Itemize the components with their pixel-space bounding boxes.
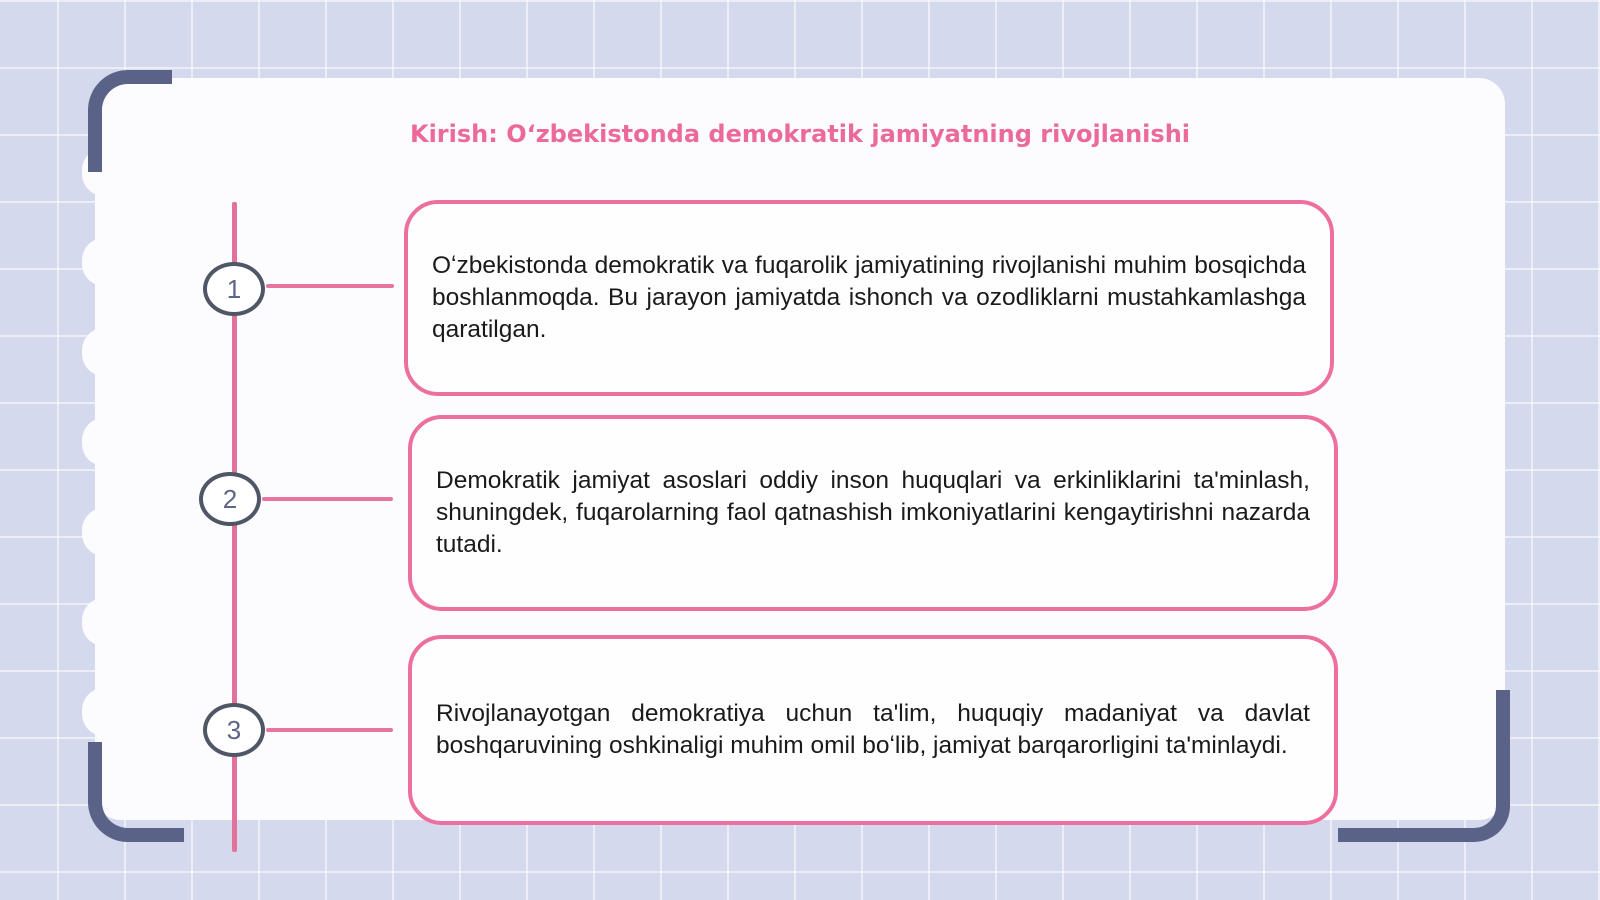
timeline-node-number: 3 bbox=[226, 714, 242, 745]
timeline-card-text: Rivojlanayotgan demokratiya uchun ta'lim, huquqiy madaniyat va davlat boshqaruvining oshkinaligi muhim omil boʻlib, jamiyat barqarorligini ta'minlaydi. bbox=[436, 700, 1310, 759]
timeline-card-text: Demokratik jamiyat asoslari oddiy inson huquqlari va erkinliklarini ta'minlash, shuningdek, fuqarolarning faol qatnashish imkoniyatlarini kengaytirishni nazarda tutadi. bbox=[436, 467, 1310, 558]
timeline-node-2 bbox=[199, 472, 261, 526]
bracket-bottom-left-icon bbox=[88, 742, 184, 842]
bracket-bottom-right-icon bbox=[1338, 690, 1510, 842]
timeline-card-text: Oʻzbekistonda demokratik va fuqarolik jamiyatining rivojlanishi muhim bosqichda boshlanmoqda. Bu jarayon jamiyatda ishonch va ozodliklarni mustahkamlashga qaratilgan. bbox=[432, 252, 1306, 343]
timeline-card-1 bbox=[404, 200, 1334, 396]
timeline-node-3 bbox=[203, 703, 265, 757]
timeline-card-3 bbox=[408, 635, 1338, 825]
timeline-card-2 bbox=[408, 415, 1338, 611]
timeline-node-number: 2 bbox=[222, 483, 238, 514]
timeline-connector-2 bbox=[262, 497, 393, 501]
timeline-node-1 bbox=[203, 262, 265, 316]
slide-title: Kirish: Oʻzbekistonda demokratik jamiyatning rivojlanishi bbox=[409, 120, 1191, 148]
timeline-node-number: 1 bbox=[226, 273, 242, 304]
timeline-connector-3 bbox=[266, 728, 393, 732]
timeline-connector-1 bbox=[266, 284, 394, 288]
